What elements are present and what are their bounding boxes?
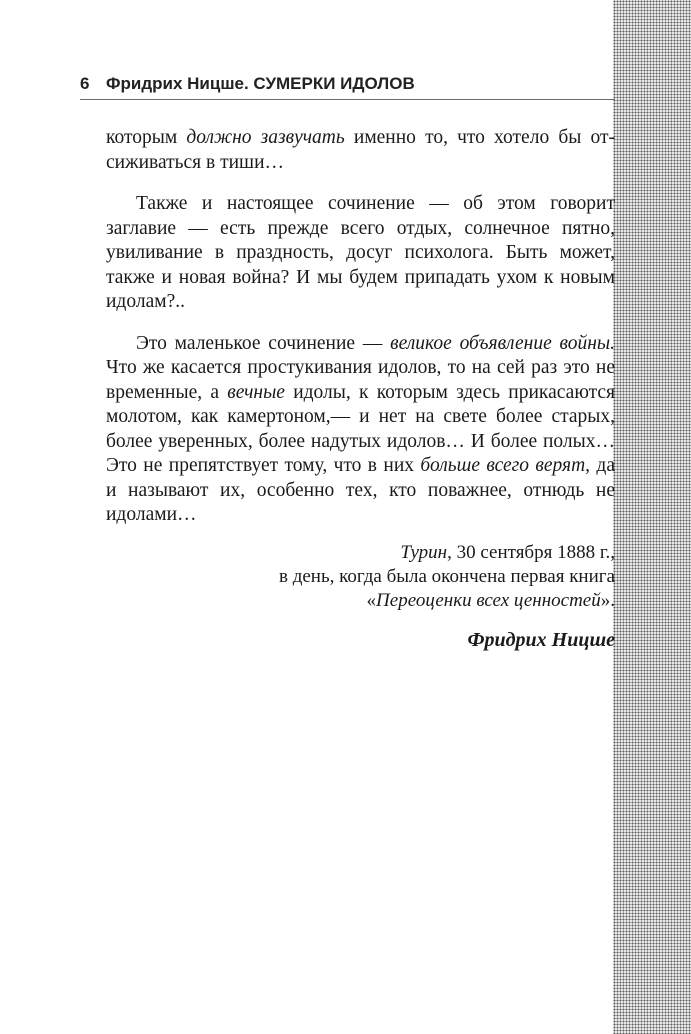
body-text [106,126,615,545]
paragraph-1 [106,126,615,175]
emphasized-text: великое объявление войны. [390,332,615,354]
halftone-page-edge [613,0,691,1034]
dateline-line-1 [279,541,615,565]
dateline-quote-close: ». [600,590,615,611]
dateline-book-title: Переоценки всех ценностей [376,590,601,611]
author-signature: Фридрих Ницше [467,629,615,651]
paragraph-text: Также и настоящее сочинение — об этом говорит заглавие — есть прежде всего отдых, солнечное пятно, увиливание в праздность, досуг психолога. Быть может, также и новая война? И мы будем припадать ухом к новым идолам?.. [106,193,615,312]
paragraph-text: именно то, что хотело бы отсиживаться в тиши… [106,127,615,173]
dateline [279,541,615,613]
running-head [80,74,615,100]
dateline-line-2: в день, когда была окончена первая книга [278,566,615,587]
dateline-line-3 [279,589,615,613]
page-number: 6 [80,74,90,93]
dateline-place: Турин [400,542,448,563]
paragraph-2 [106,192,615,315]
emphasized-text: вечные [227,381,285,403]
paragraph-text: Что же касается простукивания идолов, то на сей раз это не временные, а [106,357,615,403]
emphasized-text: должно зазвучать [186,127,345,148]
dateline-quote-open: « [366,590,377,611]
paragraph-text: которым [106,127,187,148]
paragraph-text: Это маленькое сочинение — [136,332,391,354]
running-head-title: Фридрих Ницше. СУМЕРКИ ИДОЛОВ [106,74,415,93]
emphasized-text: больше всего верят [420,455,586,476]
dateline-date: , 30 сентября 1888 г., [447,542,615,563]
paragraph-3 [106,332,615,528]
paragraph-text: идолы, к которым здесь прикасаются молотом, как камертоном,— и нет на свете более старых, более уверенных, более надутых идолов… И более полых… Это не препятствует тому, что в них [106,381,616,476]
paragraph-text: , да и называют их, особенно тех, кто поважнее, отнюдь не идолами… [106,455,615,525]
